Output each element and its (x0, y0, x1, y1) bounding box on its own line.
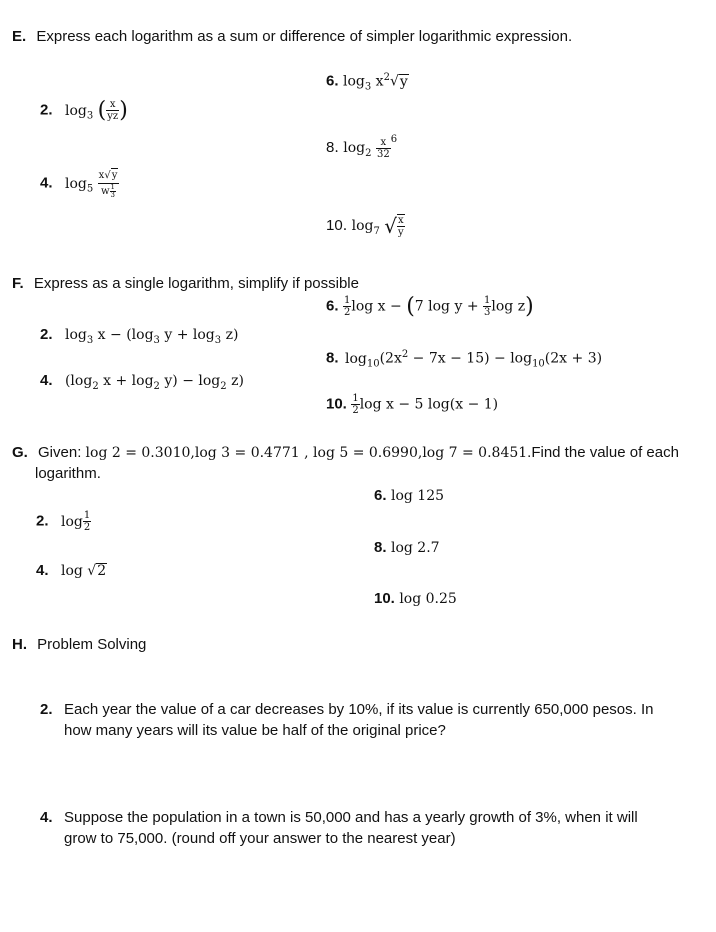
exp-den: 3 (110, 191, 116, 199)
expression: log 2.7 (390, 540, 440, 556)
log-base: 5 (86, 183, 94, 195)
radicand: y (399, 73, 408, 90)
problem-number: 8 (326, 139, 335, 156)
fraction-half (351, 393, 359, 416)
text-line: Suppose the population in a town is 50,000 and has a yearly growth of 3%, when it will (64, 809, 638, 826)
text-line: how many years will its value be half of the original price? (64, 722, 446, 739)
exponent: 2 (383, 72, 390, 83)
base: 3 (86, 334, 94, 346)
text-line: Each year the value of a car decreases by 10%, if its value is currently 650,000 pesos. In (64, 701, 654, 718)
denominator: 3 (484, 307, 491, 318)
log-base: 3 (364, 81, 372, 93)
problem-f2 (40, 326, 238, 346)
numerator: 1 (484, 295, 491, 306)
term: x − (log (93, 327, 154, 343)
section-letter: H. (12, 636, 27, 653)
section-g-heading (12, 444, 679, 461)
right-paren: ) (525, 294, 534, 319)
problem-number: 2. (40, 101, 53, 119)
log-text: log (64, 102, 87, 119)
numerator: x√y (98, 168, 120, 184)
problem-number: 8. (374, 539, 387, 556)
term: log (344, 350, 367, 367)
numerator (376, 137, 391, 149)
exponent: 2 (401, 349, 409, 360)
denominator: yz (107, 111, 119, 122)
log-base: 7 (373, 225, 380, 237)
base: 2 (153, 380, 160, 392)
problem-number: 4. (40, 372, 53, 389)
problem-number: 4. (40, 174, 53, 192)
denominator (98, 184, 120, 199)
problem-number: 6. (326, 72, 339, 90)
fraction (376, 137, 391, 160)
problem-number: 2. (36, 512, 49, 530)
base: 10 (366, 358, 380, 370)
problem-g4: 4. log √2 (36, 562, 107, 579)
numerator: 1 (343, 295, 351, 306)
term: y + log (159, 327, 215, 343)
term: log (64, 327, 87, 343)
log-text: log (342, 73, 365, 90)
dot: . (342, 218, 348, 234)
log-text: log (343, 140, 366, 156)
term: 7 log y + (414, 298, 484, 315)
log-text: log (64, 175, 87, 192)
section-f-heading (12, 275, 359, 292)
denominator-w: w (100, 186, 110, 197)
base: 3 (214, 334, 222, 346)
instruction-cont: logarithm. (35, 465, 101, 482)
section-e-heading (12, 28, 572, 45)
log-base: 2 (365, 147, 372, 159)
problem-text (64, 699, 710, 741)
denominator: 2 (352, 405, 359, 416)
radical-sign: √ (384, 214, 398, 238)
numerator: 1 (83, 510, 91, 521)
problem-f4 (40, 372, 244, 392)
problem-number: 8. (326, 349, 339, 367)
log-text: log (351, 218, 374, 234)
denominator: 2 (343, 307, 351, 318)
denominator: 32 (376, 148, 390, 160)
numerator-text: x (380, 136, 387, 148)
problem-number: 10 (326, 217, 343, 234)
exponent: 6 (390, 134, 398, 145)
term: z) (221, 327, 239, 343)
text-line: grow to 75,000. (round off your answer to the nearest year) (64, 830, 456, 847)
base: 2 (220, 380, 227, 392)
problem-e2 (40, 98, 128, 123)
log-base: 3 (86, 110, 94, 122)
problem-h2 (40, 699, 710, 741)
problem-f6 (326, 294, 534, 319)
section-title: Express each logarithm as a sum or difference of simpler logarithmic expression. (36, 28, 573, 45)
problem-number: 6. (374, 487, 387, 504)
numerator: x (106, 99, 119, 111)
term: z) (226, 373, 244, 389)
fraction (98, 168, 120, 199)
fraction (83, 510, 91, 533)
radicand: y (111, 170, 118, 181)
fraction (397, 214, 405, 238)
problem-g8 (374, 539, 440, 556)
section-letter: G. (12, 444, 28, 461)
given-values: log 2 = 0.3010,log 3 = 0.4771 , log 5 = 0.6990,log 7 = 0.8451 (85, 445, 528, 461)
problem-g10 (374, 590, 457, 607)
term: y) − log (159, 373, 221, 389)
base: 3 (153, 334, 160, 346)
denominator: y (398, 227, 404, 238)
section-g-heading-line2 (35, 465, 101, 482)
problem-number: 10. (374, 590, 395, 607)
expression: log 0.25 (399, 591, 457, 607)
problem-h4 (40, 807, 710, 849)
problem-number: 4. (40, 809, 53, 826)
problem-number: 4. (36, 562, 49, 579)
fraction (106, 99, 119, 122)
base: 2 (92, 380, 99, 392)
right-paren: ) (119, 98, 128, 123)
problem-number: 6. (326, 297, 339, 315)
expression: log 125 (390, 488, 445, 504)
numerator-x: x (98, 170, 105, 181)
section-title: Problem Solving (37, 636, 147, 653)
argument: x (375, 73, 384, 90)
exp-num: 1 (110, 183, 116, 191)
term: log x − 5 log(x − 1) (359, 396, 499, 413)
problem-number: 2. (40, 326, 53, 343)
problem-e10 (326, 214, 405, 238)
exponent-fraction (110, 184, 116, 199)
problem-e8 (326, 134, 397, 160)
denominator: 2 (83, 522, 91, 533)
instruction: .Find the value of each (527, 444, 679, 461)
section-letter: F. (12, 275, 24, 292)
problem-f10 (326, 393, 498, 416)
numerator: 1 (352, 393, 359, 404)
term: (2x + 3) (544, 350, 603, 367)
problem-number: 10. (326, 395, 347, 413)
base: 10 (532, 358, 545, 370)
term: (log (64, 373, 93, 389)
section-letter: E. (12, 28, 27, 45)
problem-e6: 6. $\log_3 x^2√y$ (326, 72, 408, 93)
problem-number: 2. (40, 701, 53, 718)
problem-f8 (326, 349, 602, 369)
log-text: log (60, 563, 88, 579)
term: log x − (351, 298, 407, 315)
log-text: log (60, 513, 83, 530)
term: − 7x − 15) − log (408, 350, 533, 367)
numerator: x (398, 215, 404, 226)
problem-text (64, 807, 710, 849)
dot: . (334, 140, 339, 156)
section-h-heading (12, 636, 146, 653)
problem-g2 (36, 510, 91, 533)
term: x + log (98, 373, 154, 389)
section-title: Express as a single logarithm, simplify if possible (33, 275, 359, 292)
problem-g6 (374, 487, 444, 504)
radicand: 2 (97, 563, 107, 579)
term: log z (491, 298, 526, 315)
given-label: Given: (38, 444, 86, 461)
problem-e4 (40, 168, 119, 199)
left-paren: ( (97, 98, 107, 123)
term: (2x (379, 350, 402, 367)
left-paren: ( (406, 294, 415, 319)
